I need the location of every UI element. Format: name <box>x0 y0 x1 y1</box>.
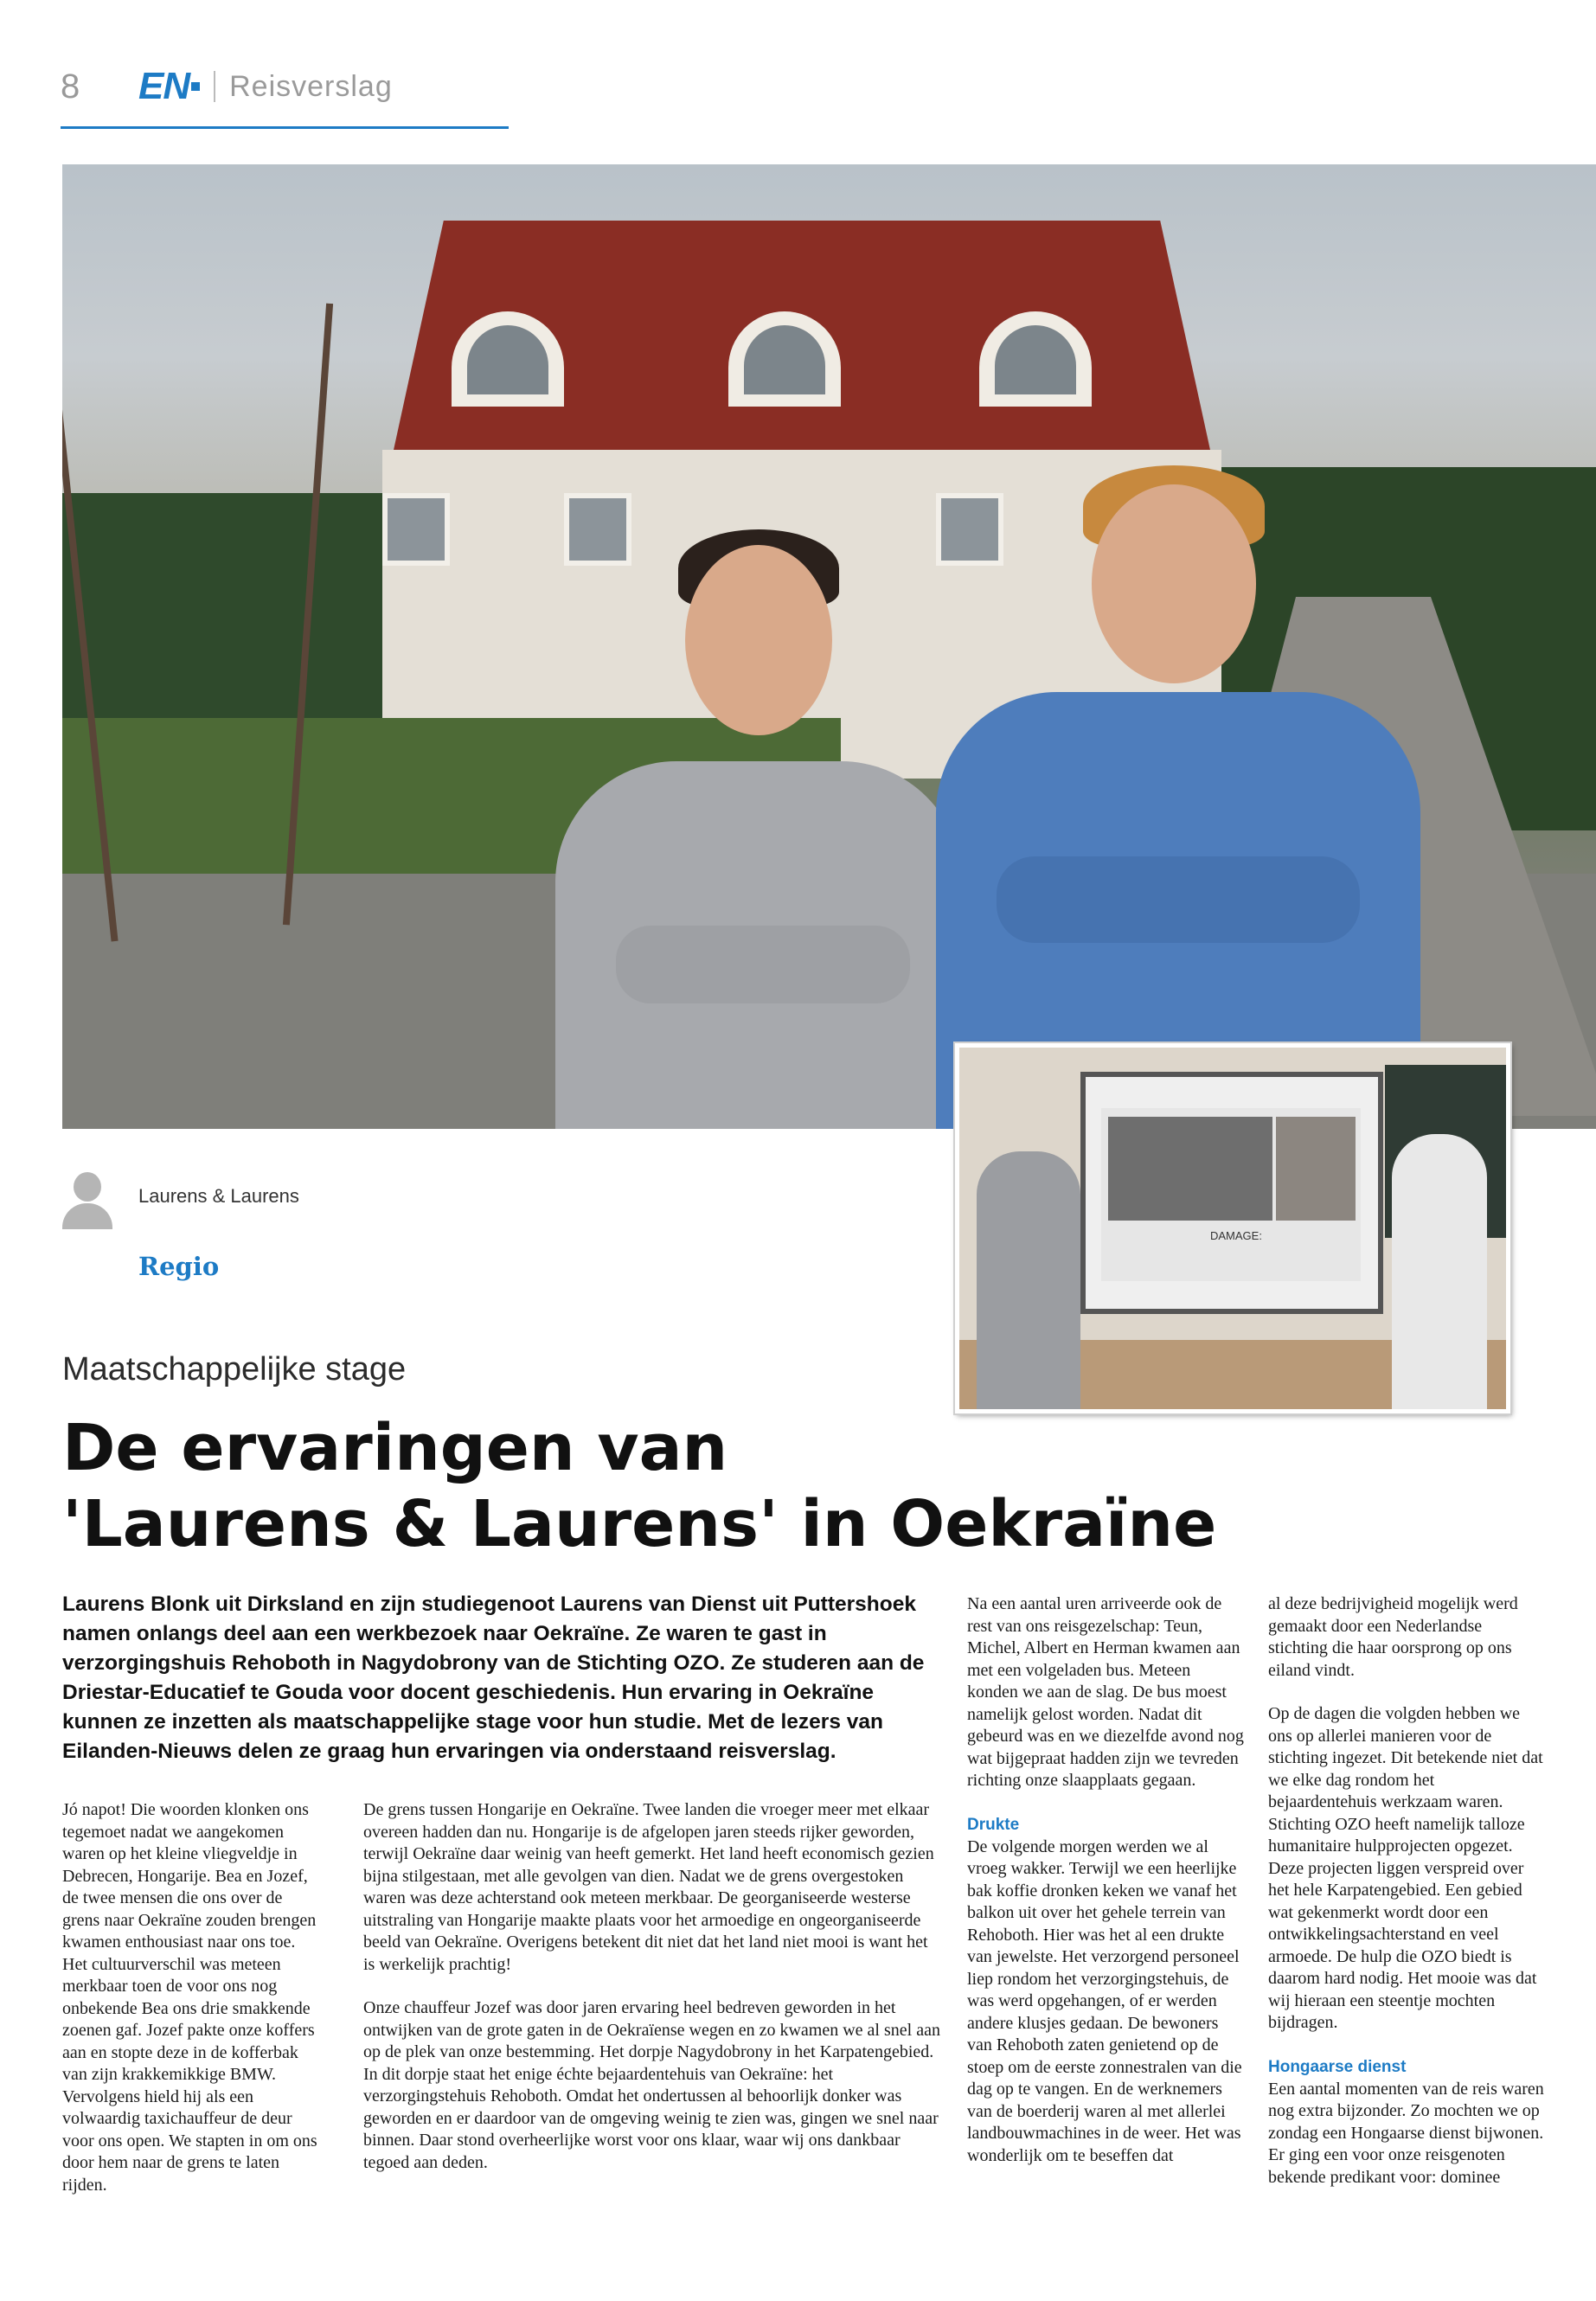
paragraph: Op de dagen die volgden hebben we ons op allerlei manieren voor de stichting ingezet. Dit betekende niet dat we elke dag rondom het bejaardentehuis werkzaam waren. Stichting OZO heeft namelijk talloze humanitaire hulpprojecten opgezet. Deze projecten liggen verspreid over het hele Karpatengebied. Een gebied wat gekenmerkt wordt door een ontwikkelingsachterstand en veel armoede. De hulp die OZO biedt is daarom hard nodig. Het mooie was dat wij hieraan een steentje mochten bijdragen. <box>1268 1704 1543 2032</box>
house-window <box>936 493 1003 566</box>
crossed-arms <box>997 856 1360 943</box>
subheading: Drukte <box>967 1815 1020 1834</box>
paragraph: De grens tussen Hongarije en Oekraïne. Twee landen die vroeger meer met elkaar overeen hadden dan nu. Hongarije is de afgelopen jaren steeds rijker geworden, terwijl Oekraïne daar weinig van heeft gemerkt. Het land heeft economisch gezien bijna stilgestaan, met alle gevolgen van dien. Nadat we de grens overgestoken waren was deze achterstand ook meteen merkbaar. De georganiseerde westerse uitstraling van Hongarije maakte plaats voor het armoedige en ongeorganiseerde beeld van Oekraïne. Overigens betekent dit niet dat het land niet mooi is want het is werkelijk prachtig! <box>363 1800 934 1974</box>
paragraph: Na een aantal uren arriveerde ook de rest van ons reisgezelschap: Teun, Michel, Albert en Herman kwamen aan met een volgeladen bus. Meteen konden we aan de slag. De bus moest namelijk gelost worden. Nadat dit gebeurd was en we diezelfde avond nog wat bijgepraat hadden zijn we tevreden richting onze slaapplaats gegaan. <box>967 1594 1244 1790</box>
student-presenting <box>1392 1134 1487 1413</box>
header-separator <box>214 71 215 102</box>
author-avatar-icon <box>62 1172 112 1227</box>
slide-caption: DAMAGE: <box>1210 1229 1262 1242</box>
inset-photo <box>955 1043 1510 1413</box>
hedge <box>62 493 434 753</box>
article-column-4 <box>1268 1593 1545 2210</box>
newspaper-logo: EN <box>138 65 190 107</box>
slide-image <box>1108 1117 1272 1221</box>
category-label: Regio <box>138 1252 220 1281</box>
author-name: Laurens & Laurens <box>138 1185 299 1207</box>
slide-image <box>1276 1117 1356 1221</box>
article-headline <box>62 1410 1273 1562</box>
paragraph: Een aantal momenten van de reis waren nog extra bijzonder. Zo mochten we op zondag een Hongaarse dienst bijwonen. Er ging een voor onze reisgenoten bekende predikant voor: dominee <box>1268 2079 1544 2187</box>
page-header <box>61 61 393 112</box>
article-column-3 <box>967 1593 1244 2189</box>
house-window <box>564 493 631 566</box>
main-photo <box>62 164 1596 1129</box>
crossed-arms <box>616 926 910 1003</box>
section-name: Reisverslag <box>229 69 393 103</box>
paragraph: al deze bedrijvigheid mogelijk werd gemaakt door een Nederlandse stichting die haar oorsprong op ons eiland vindt. <box>1268 1594 1518 1680</box>
headline-line: De ervaringen van <box>62 1411 728 1485</box>
paragraph: Jó napot! Die woorden klonken ons tegemoet nadat we aangekomen waren op het kleine vliegveldje in Debrecen, Hongarije. Bea en Jozef, de twee mensen die ons over de grens naar Oekraïne zouden brengen kwamen enthousiast naar ons toe. Het cultuurverschil was meteen merkbaar toen de voor ons nog onbekende Bea ons drie smakkende zoenen gaf. Jozef pakte onze koffers aan en stopte deze in de kofferbak van zijn krakkemikkige BMW. Vervolgens hield hij als een volwaardig taxichauffeur de deur voor ons open. We stapten in om ons door hem naar de grens te laten rijden. <box>62 1800 317 2195</box>
page-number: 8 <box>61 67 80 106</box>
article-intro: Laurens Blonk uit Dirksland en zijn studiegenoot Laurens van Dienst uit Puttershoek namen onlangs deel aan een werkbezoek naar Oekraïne. Ze waren te gast in verzorgingshuis Rehoboth in Nagydobrony van de Stichting OZO. Ze studeren aan de Driestar-Educatief te Gouda voor docent geschiedenis. Hun ervaring in Oekraïne kunnen ze inzetten als maatschappelijke stage voor hun studie. Met de lezers van Eilanden-Nieuws delen ze graag hun ervaringen via onderstaand reisverslag. <box>62 1593 925 1763</box>
article-column-2 <box>363 1799 941 2195</box>
subheading: Hongaarse dienst <box>1268 2057 1407 2076</box>
headline-line: 'Laurens & Laurens' in Oekraïne <box>62 1487 1217 1561</box>
paragraph: Onze chauffeur Jozef was door jaren ervaring heel bedreven geworden in het ontwijken van de grote gaten in de Oekraïense wegen en zo kwamen we al snel aan op de plek van onze bestemming. Het dorpje Nagydobrony in het Karpatengebied. In dit dorpje staat het enige échte bejaardentehuis van Oekraïne: het verzorgingstehuis Rehoboth. Omdat het ondertussen al behoorlijk donker was geworden en er daardoor van de omgeving weinig te zien was, gingen we snel naar binnen. Daar stond overheerlijke worst voor ons klaar, waar wij ons dankbaar tegoed aan deden. <box>363 1998 940 2172</box>
header-rule <box>61 126 509 129</box>
article-kicker: Maatschappelijke stage <box>62 1351 407 1388</box>
student-listening <box>977 1151 1080 1413</box>
house-window <box>382 493 450 566</box>
paragraph: De volgende morgen werden we al vroeg wakker. Terwijl we een heerlijke bak koffie dronken keken we vanaf het balkon uit over het gehele terrein van Rehoboth. Hier was het al een drukte van jewelste. Het verzorgend personeel liep rondom het verzorgingstehuis, de was werd opgehangen, of er werden andere klusjes gedaan. De bewoners van Rehoboth zaten genietend op de stoep om de eerste zonnestralen van die dag op te vangen. En de werknemers van de boerderij waren al met allerlei landbouwmachines in de weer. Het was wonderlijk om te beseffen dat <box>967 1836 1242 2165</box>
logo-dot-icon <box>191 82 200 91</box>
article-column-1 <box>62 1799 322 2218</box>
